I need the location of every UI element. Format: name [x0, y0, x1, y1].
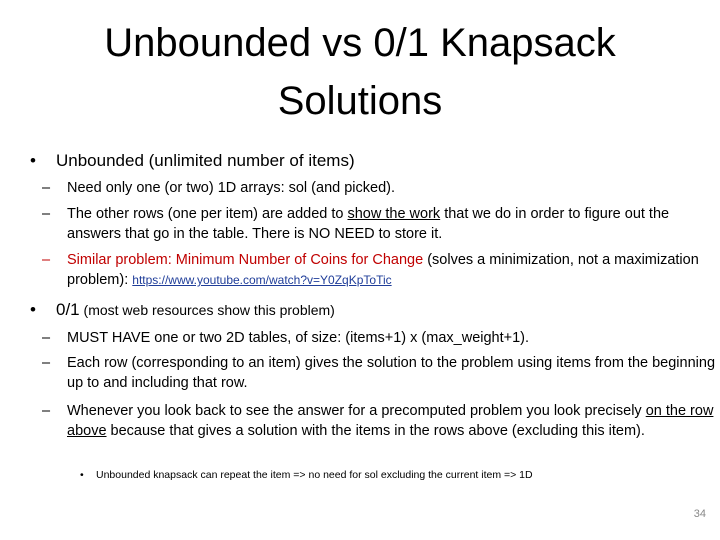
- sub-note-text: Unbounded knapsack can repeat the item => no need for sol excluding the current item => 1D: [96, 469, 533, 481]
- unbounded-item-2: [42, 204, 718, 244]
- zero-one-item-3-text-a: Whenever you look back to see the answer for a precomputed problem you look precisely: [67, 403, 646, 419]
- unbounded-item-1: [42, 178, 718, 198]
- on-the-row-above-underlined: on the row above: [67, 403, 714, 439]
- show-the-work-underlined: show the work: [347, 206, 441, 222]
- similar-problem-red-text: Similar problem: Minimum Number of Coins for Change: [67, 252, 424, 268]
- zero-one-item-2-text: Each row (corresponding to an item) gives the solution to the problem using items from the beginning up to and including that row.: [67, 355, 716, 391]
- bullet-icon: •: [30, 151, 36, 170]
- bullet-unbounded: [30, 151, 355, 171]
- zero-one-item-2: [42, 353, 718, 393]
- bullet-unbounded-rest: (unlimited number of items): [143, 151, 355, 170]
- zero-one-item-1-text: MUST HAVE one or two 2D tables, of size: (items+1) x (max_weight+1).: [67, 330, 530, 346]
- small-bullet-icon: •: [80, 469, 84, 481]
- zero-one-item-3: [42, 401, 718, 441]
- unbounded-item-2-text-a: The other rows (one per item) are added to: [67, 206, 348, 222]
- bullet-icon: •: [30, 300, 36, 319]
- bullet-unbounded-head: Unbounded: [56, 151, 144, 170]
- zero-one-item-3-text-b: because that gives a solution with the items in the rows above (excluding this item).: [106, 423, 645, 439]
- unbounded-item-2-text-b: that we do in order to figure out the answers that go in the table. There is NO NEED to store it.: [67, 206, 670, 242]
- unbounded-item-1-text: Need only one (or two) 1D arrays: sol (and picked).: [67, 180, 396, 196]
- bullet-zero-one-head: 0/1: [56, 300, 80, 319]
- unbounded-item-3-rest: (solves a minimization, not a maximization problem):: [67, 252, 699, 288]
- dash-icon: –: [42, 403, 51, 419]
- dash-icon: –: [42, 330, 51, 346]
- youtube-link[interactable]: https://www.youtube.com/watch?v=Y0ZqKpToTic: [132, 273, 392, 287]
- sub-note: [80, 468, 533, 482]
- unbounded-item-3: [42, 250, 718, 290]
- page-number: 34: [693, 508, 706, 520]
- bullet-zero-one-rest: (most web resources show this problem): [79, 302, 335, 318]
- zero-one-item-1: [42, 328, 718, 348]
- slide-title-line2: Solutions: [277, 79, 443, 123]
- slide-title: [60, 14, 660, 130]
- bullet-zero-one: [30, 300, 335, 320]
- slide-title-line1: Unbounded vs 0/1 Knapsack: [104, 21, 616, 65]
- dash-icon: –: [42, 206, 51, 222]
- dash-icon: –: [42, 180, 51, 196]
- dash-icon: –: [42, 252, 51, 268]
- dash-icon: –: [42, 355, 51, 371]
